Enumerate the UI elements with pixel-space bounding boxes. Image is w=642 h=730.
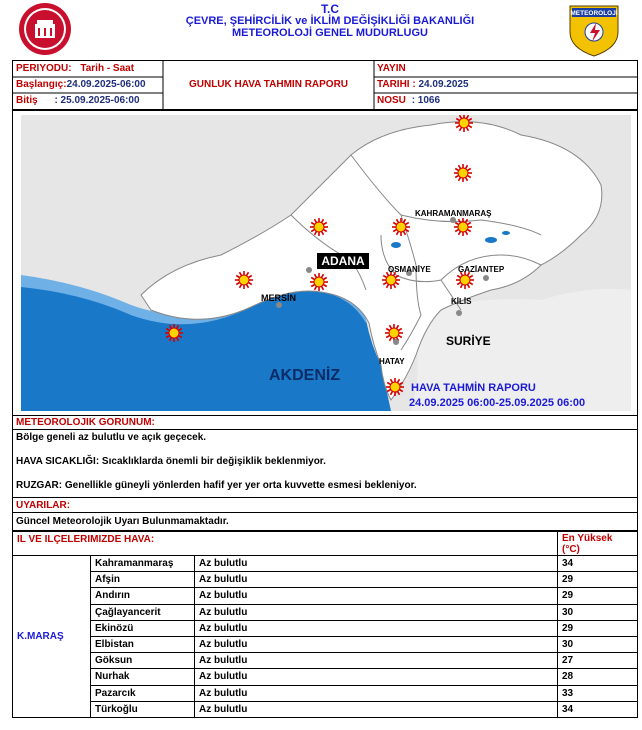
max-temp-cell: 33 (558, 685, 638, 701)
table-row (13, 685, 638, 701)
number-row (374, 93, 637, 109)
condition-cell: Az bulutlu (195, 685, 558, 701)
outlook-title-row (12, 416, 638, 430)
report-title: GUNLUK HAVA TAHMIN RAPORU (188, 79, 349, 90)
report-header (0, 0, 642, 60)
warnings-title: UYARILAR: (16, 499, 71, 511)
meteorology-logo-icon (566, 2, 622, 58)
table-row (13, 556, 638, 572)
period-row (13, 61, 163, 77)
date-row (374, 77, 637, 93)
start-value: 24.09.2025-06:00 (66, 79, 146, 90)
condition-cell: Az bulutlu (195, 701, 558, 717)
max-temp-cell: 30 (558, 636, 638, 652)
forecast-map (21, 115, 631, 411)
warnings-title-row (12, 498, 638, 513)
label-adana: ADANA (321, 254, 365, 268)
title-line-3: METEOROLOJİ GENEL MUDURLUGU (232, 27, 428, 39)
table-row (13, 669, 638, 685)
condition-cell: Az bulutlu (195, 588, 558, 604)
period-value: Tarih - Saat (80, 63, 135, 74)
outlook-body (12, 430, 638, 498)
label-akdeniz: AKDENİZ (269, 367, 341, 384)
condition-cell: Az bulutlu (195, 620, 558, 636)
start-label: Başlangıç: (16, 79, 67, 90)
cities-title: IL VE ILÇELERIMIZDE HAVA: (17, 534, 155, 545)
warnings-text: Güncel Meteorolojik Uyarı Bulunmamaktadır. (16, 516, 229, 527)
table-row (13, 636, 638, 652)
number-label: NOSU (377, 95, 406, 106)
district-cell: Türkoğlu (91, 701, 195, 717)
end-value: : 25.09.2025-06:00 (54, 95, 140, 106)
condition-cell: Az bulutlu (195, 604, 558, 620)
table-header-row (13, 532, 638, 556)
cities-title-cell (13, 532, 558, 556)
outlook-title: METEOROLOJIK GORUNUM: (16, 417, 155, 428)
table-row (13, 653, 638, 669)
max-temp-cell: 29 (558, 620, 638, 636)
warnings-body (12, 513, 638, 531)
label-kilis: KİLİS (451, 297, 472, 306)
label-suriye: SURİYE (446, 334, 491, 348)
report-info-box (12, 60, 638, 110)
wind-label: RUZGAR: (16, 480, 63, 491)
end-row (13, 93, 163, 109)
forecast-map-frame (12, 110, 638, 416)
label-mersin: MERSİN (261, 293, 297, 303)
label-hatay: HATAY (379, 357, 405, 366)
district-cell: Göksun (91, 653, 195, 669)
max-temp-cell: 34 (558, 556, 638, 572)
condition-cell: Az bulutlu (195, 572, 558, 588)
condition-cell: Az bulutlu (195, 556, 558, 572)
city-weather-table (12, 531, 638, 718)
map-caption-dates: 24.09.2025 06:00-25.09.2025 06:00 (409, 397, 586, 409)
province-cell: K.MARAŞ (13, 556, 91, 718)
district-cell: Ekinözü (91, 620, 195, 636)
map-caption-title: HAVA TAHMİN RAPORU (411, 382, 536, 394)
max-temp-cell: 28 (558, 669, 638, 685)
max-temp-cell: 30 (558, 604, 638, 620)
condition-cell: Az bulutlu (195, 653, 558, 669)
district-cell: Kahramanmaraş (91, 556, 195, 572)
date-value: 24.09.2025 (418, 79, 469, 90)
label-osmaniye: OSMANİYE (388, 265, 431, 274)
ministry-logo-icon (18, 2, 72, 56)
table-row (13, 604, 638, 620)
temperature-text: Sıcaklıklarda önemli bir değişiklik beklenmiyor. (99, 456, 326, 467)
table-row (13, 588, 638, 604)
period-label: PERIYODU: (16, 63, 72, 74)
district-cell: Nurhak (91, 669, 195, 685)
max-temp-cell: 34 (558, 701, 638, 717)
table-row (13, 620, 638, 636)
table-row (13, 701, 638, 717)
max-temp-cell: 29 (558, 588, 638, 604)
temperature-line (16, 456, 637, 480)
wind-text: Genellikle güneyli yönlerden hafif yer yer orta kuvvette esmesi bekleniyor. (62, 480, 417, 491)
district-cell: Andırın (91, 588, 195, 604)
number-value: : 1066 (411, 95, 441, 106)
label-kahramanmaras: KAHRAMANMARAŞ (415, 209, 492, 218)
date-label: TARIHI : (377, 79, 416, 90)
district-cell: Afşin (91, 572, 195, 588)
meteorology-logo-text: METEOROLOJİ (570, 10, 618, 17)
title-line-2: ÇEVRE, ŞEHİRCİLİK ve İKLİM DEĞİŞİKLİĞİ BAKANLIĞI (185, 15, 475, 27)
wind-line (16, 480, 637, 491)
title-line-1: T.C (321, 2, 339, 16)
district-cell: Çağlayancerit (91, 604, 195, 620)
ministry-title (140, 3, 520, 39)
start-row (13, 77, 163, 93)
end-label: Bitiş (16, 95, 38, 106)
label-gaziantep: GAZİANTEP (458, 265, 505, 274)
publish-label: YAYIN (377, 63, 406, 74)
table-row (13, 572, 638, 588)
outlook-text: Bölge geneli az bulutlu ve açık geçecek. (16, 432, 207, 443)
temperature-label: HAVA SICAKLIĞI: (16, 456, 100, 467)
max-temp-cell: 29 (558, 572, 638, 588)
condition-cell: Az bulutlu (195, 636, 558, 652)
max-temp-header: En Yüksek (°C) (558, 532, 638, 556)
max-temp-cell: 27 (558, 653, 638, 669)
district-cell: Pazarcık (91, 685, 195, 701)
condition-cell: Az bulutlu (195, 669, 558, 685)
district-cell: Elbistan (91, 636, 195, 652)
